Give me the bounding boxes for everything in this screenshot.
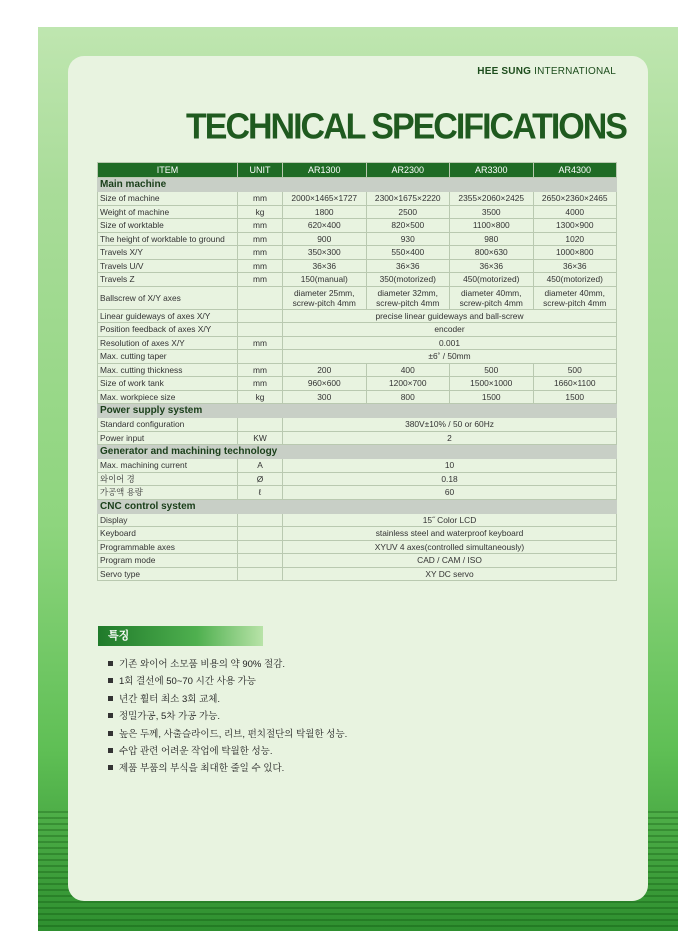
- cell-unit: kg: [238, 390, 283, 404]
- table-row: [98, 472, 617, 486]
- feature-text: 높은 두께, 사출슬라이드, 리브, 펀치절단의 탁월한 성능.: [119, 728, 348, 740]
- cell-unit: mm: [238, 259, 283, 273]
- cell-item: Size of worktable: [98, 219, 238, 233]
- cell-value: 450(motorized): [533, 273, 617, 287]
- cell-item: Max. workpiece size: [98, 390, 238, 404]
- cell-unit: ℓ: [238, 486, 283, 500]
- table-row: [98, 431, 617, 445]
- cell-item: Ballscrew of X/Y axes: [98, 286, 238, 309]
- table-row: [98, 554, 617, 568]
- cell-value: 550×400: [366, 246, 450, 260]
- cell-value-span: 60: [283, 486, 617, 500]
- table-row: [98, 205, 617, 219]
- cell-item: Resolution of axes X/Y: [98, 336, 238, 350]
- cell-value-span: CAD / CAM / ISO: [283, 554, 617, 568]
- table-row: [98, 192, 617, 206]
- cell-value: 1800: [283, 205, 367, 219]
- cell-value: 800×630: [450, 246, 534, 260]
- cell-value-span: XYUV 4 axes(controlled simultaneously): [283, 540, 617, 554]
- table-row: [98, 418, 617, 432]
- feature-text: 1회 결선에 50~70 시간 사용 가능: [119, 676, 256, 688]
- bullet-icon: [108, 661, 113, 666]
- feature-item: [108, 760, 347, 777]
- cell-item: Travels X/Y: [98, 246, 238, 260]
- cell-item: Max. machining current: [98, 459, 238, 473]
- table-row: [98, 219, 617, 233]
- cell-value: 1020: [533, 232, 617, 246]
- cell-item: Travels Z: [98, 273, 238, 287]
- table-row: [98, 459, 617, 473]
- table-row: [98, 246, 617, 260]
- cell-value: 2000×1465×1727: [283, 192, 367, 206]
- cell-value-span: 15˝ Color LCD: [283, 513, 617, 527]
- header-unit: UNIT: [238, 163, 283, 178]
- cell-unit: KW: [238, 431, 283, 445]
- header-model: AR1300: [283, 163, 367, 178]
- cell-value: 1500: [450, 390, 534, 404]
- brand-name: [477, 66, 616, 77]
- cell-value: 960×600: [283, 377, 367, 391]
- table-header-row: [98, 163, 617, 178]
- feature-text: 정밀가공, 5차 가공 가능.: [119, 711, 221, 723]
- cell-value: 1200×700: [366, 377, 450, 391]
- cell-unit: mm: [238, 192, 283, 206]
- feature-text: 수압 관련 어려운 작업에 탁월한 성능.: [119, 745, 273, 757]
- cell-value-span: precise linear guideways and ball-screw: [283, 309, 617, 323]
- cell-value: 1500: [533, 390, 617, 404]
- cell-unit: [238, 418, 283, 432]
- brand-light: INTERNATIONAL: [534, 66, 616, 77]
- cell-item: Max. cutting taper: [98, 350, 238, 364]
- cell-value: 36×36: [533, 259, 617, 273]
- cell-unit: [238, 350, 283, 364]
- feature-item: [108, 656, 347, 673]
- cell-unit: [238, 554, 283, 568]
- cell-value-span: ±6˚ / 50mm: [283, 350, 617, 364]
- cell-item: Power input: [98, 431, 238, 445]
- cell-item: Display: [98, 513, 238, 527]
- table-row: [98, 286, 617, 309]
- cell-value-span: 0.18: [283, 472, 617, 486]
- cell-unit: mm: [238, 377, 283, 391]
- cell-unit: [238, 286, 283, 309]
- cell-unit: A: [238, 459, 283, 473]
- section-row: [98, 404, 617, 418]
- feature-item: [108, 708, 347, 725]
- spec-table: [97, 162, 617, 581]
- cell-item: Programmable axes: [98, 540, 238, 554]
- cell-value: 930: [366, 232, 450, 246]
- cell-unit: kg: [238, 205, 283, 219]
- cell-value: 36×36: [366, 259, 450, 273]
- cell-value: 500: [533, 363, 617, 377]
- section-title: CNC control system: [98, 499, 617, 513]
- cell-item: Keyboard: [98, 527, 238, 541]
- cell-unit: [238, 513, 283, 527]
- table-row: [98, 336, 617, 350]
- table-row: [98, 363, 617, 377]
- cell-value: 1500×1000: [450, 377, 534, 391]
- cell-value-span: XY DC servo: [283, 567, 617, 581]
- cell-value: 1100×800: [450, 219, 534, 233]
- cell-value: 1300×900: [533, 219, 617, 233]
- feature-item: [108, 726, 347, 743]
- cell-item: Linear guideways of axes X/Y: [98, 309, 238, 323]
- cell-value: 1000×800: [533, 246, 617, 260]
- cell-value-span: stainless steel and waterproof keyboard: [283, 527, 617, 541]
- cell-unit: mm: [238, 363, 283, 377]
- section-row: [98, 499, 617, 513]
- table-row: [98, 527, 617, 541]
- bullet-icon: [108, 765, 113, 770]
- cell-unit: Ø: [238, 472, 283, 486]
- page-title: TECHNICAL SPECIFICATIONS: [186, 107, 626, 147]
- feature-item: [108, 743, 347, 760]
- cell-value-span: 2: [283, 431, 617, 445]
- spec-table-body: [98, 178, 617, 581]
- feature-item: [108, 673, 347, 690]
- table-row: [98, 273, 617, 287]
- feature-text: 기존 와이어 소모품 비용의 약 90% 절감.: [119, 659, 285, 670]
- section-title: Main machine: [98, 178, 617, 192]
- feature-text: 제품 부품의 부식을 최대한 줄일 수 있다.: [119, 763, 285, 775]
- cell-item: Travels U/V: [98, 259, 238, 273]
- section-row: [98, 445, 617, 459]
- cell-value: 2500: [366, 205, 450, 219]
- header-model: AR2300: [366, 163, 450, 178]
- cell-value: 500: [450, 363, 534, 377]
- table-row: [98, 513, 617, 527]
- cell-item: Program mode: [98, 554, 238, 568]
- header-model: AR3300: [450, 163, 534, 178]
- cell-value-span: encoder: [283, 323, 617, 337]
- cell-unit: mm: [238, 273, 283, 287]
- features-heading: 특징: [98, 626, 263, 646]
- bullet-icon: [108, 731, 113, 736]
- bullet-icon: [108, 696, 113, 701]
- cell-item: Position feedback of axes X/Y: [98, 323, 238, 337]
- cell-unit: [238, 309, 283, 323]
- table-row: [98, 323, 617, 337]
- header-item: ITEM: [98, 163, 238, 178]
- cell-value: diameter 40mm, screw-pitch 4mm: [450, 286, 534, 309]
- cell-value: 350(motorized): [366, 273, 450, 287]
- cell-value: 2650×2360×2465: [533, 192, 617, 206]
- cell-item: 가공액 용량: [98, 486, 238, 500]
- cell-item: Max. cutting thickness: [98, 363, 238, 377]
- cell-item: 와이어 경: [98, 472, 238, 486]
- cell-item: Servo type: [98, 567, 238, 581]
- cell-unit: mm: [238, 336, 283, 350]
- cell-unit: [238, 567, 283, 581]
- features-list: [108, 656, 347, 778]
- cell-item: Size of work tank: [98, 377, 238, 391]
- table-row: [98, 567, 617, 581]
- cell-value: 200: [283, 363, 367, 377]
- cell-item: Standard configuration: [98, 418, 238, 432]
- feature-text: 년간 휠터 최소 3회 교체.: [119, 693, 221, 705]
- cell-value: 300: [283, 390, 367, 404]
- cell-value: 36×36: [283, 259, 367, 273]
- cell-value: 820×500: [366, 219, 450, 233]
- cell-item: Weight of machine: [98, 205, 238, 219]
- table-row: [98, 350, 617, 364]
- cell-value: 400: [366, 363, 450, 377]
- bullet-icon: [108, 713, 113, 718]
- cell-value: 150(manual): [283, 273, 367, 287]
- section-title: Power supply system: [98, 404, 617, 418]
- cell-unit: mm: [238, 232, 283, 246]
- brand-bold: HEE SUNG: [477, 66, 532, 77]
- cell-value: 800: [366, 390, 450, 404]
- cell-unit: [238, 540, 283, 554]
- cell-unit: [238, 527, 283, 541]
- cell-value: 4000: [533, 205, 617, 219]
- cell-unit: [238, 323, 283, 337]
- table-row: [98, 377, 617, 391]
- cell-value: 450(motorized): [450, 273, 534, 287]
- cell-value-span: 380V±10% / 50 or 60Hz: [283, 418, 617, 432]
- table-row: [98, 309, 617, 323]
- cell-value: 620×400: [283, 219, 367, 233]
- table-row: [98, 486, 617, 500]
- cell-item: Size of machine: [98, 192, 238, 206]
- cell-value-span: 0.001: [283, 336, 617, 350]
- cell-value: 1660×1100: [533, 377, 617, 391]
- cell-value: diameter 25mm, screw-pitch 4mm: [283, 286, 367, 309]
- cell-value: diameter 40mm, screw-pitch 4mm: [533, 286, 617, 309]
- table-row: [98, 540, 617, 554]
- cell-value: 900: [283, 232, 367, 246]
- cell-value: 3500: [450, 205, 534, 219]
- bullet-icon: [108, 678, 113, 683]
- feature-item: [108, 691, 347, 708]
- section-title: Generator and machining technology: [98, 445, 617, 459]
- cell-value: 980: [450, 232, 534, 246]
- cell-value: diameter 32mm, screw-pitch 4mm: [366, 286, 450, 309]
- cell-item: The height of worktable to ground: [98, 232, 238, 246]
- content-panel: [68, 56, 648, 901]
- table-row: [98, 390, 617, 404]
- cell-value: 350×300: [283, 246, 367, 260]
- cell-unit: mm: [238, 219, 283, 233]
- table-row: [98, 259, 617, 273]
- table-row: [98, 232, 617, 246]
- cell-value: 2300×1675×2220: [366, 192, 450, 206]
- header-model: AR4300: [533, 163, 617, 178]
- bullet-icon: [108, 748, 113, 753]
- cell-value: 36×36: [450, 259, 534, 273]
- cell-value-span: 10: [283, 459, 617, 473]
- section-row: [98, 178, 617, 192]
- cell-value: 2355×2060×2425: [450, 192, 534, 206]
- cell-unit: mm: [238, 246, 283, 260]
